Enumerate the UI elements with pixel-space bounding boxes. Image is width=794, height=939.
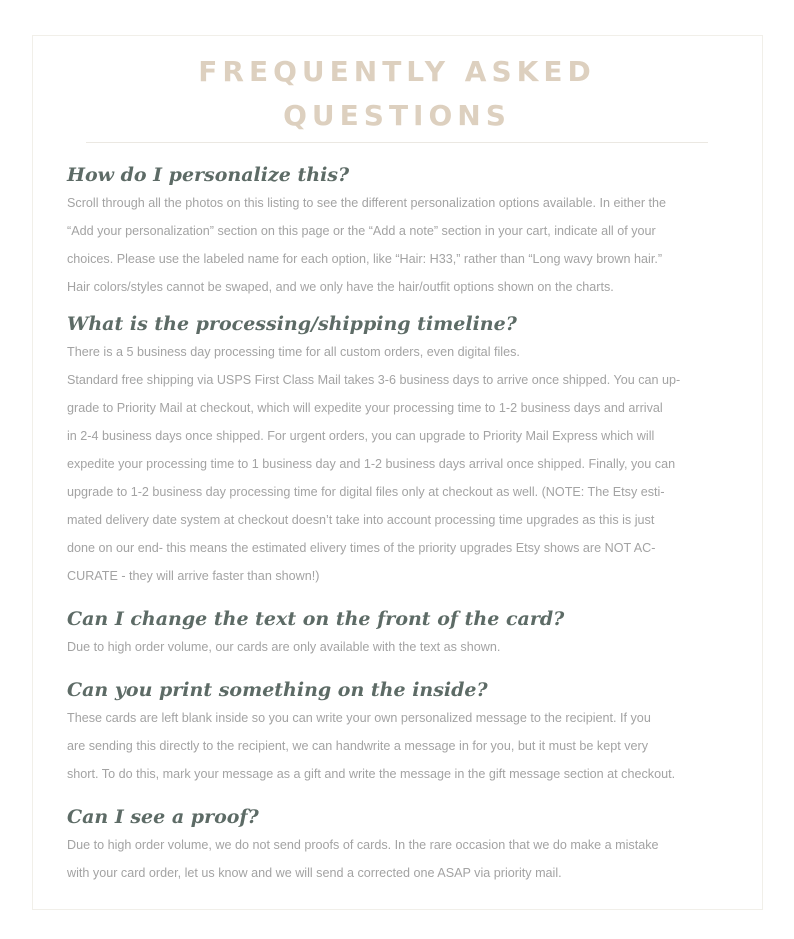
faq-answer-line: Due to high order volume, our cards are only available with the text as shown. [67, 640, 501, 654]
faq-answer-line: Scroll through all the photos on this listing to see the different personalization options available. In either the [67, 196, 667, 210]
page-title-line-2: QUESTIONS [283, 99, 511, 132]
faq-question: What is the processing/shipping timeline? [67, 313, 517, 335]
faq-answer-line: Standard free shipping via USPS First Class Mail takes 3-6 business days to arrive once shipped. You can up- [67, 373, 681, 387]
faq-answer-line: mated delivery date system at checkout doesn’t take into account processing time upgrades as this is just [67, 513, 655, 527]
faq-answer-line: Due to high order volume, we do not send proofs of cards. In the rare occasion that we do make a mistake [67, 838, 659, 852]
faq-answer-line: with your card order, let us know and we will send a corrected one ASAP via priority mail. [67, 866, 562, 880]
faq-question: Can I see a proof? [67, 806, 259, 828]
faq-item-personalize [67, 161, 717, 301]
faq-item-proof [67, 803, 717, 887]
faq-answer-line: Hair colors/styles cannot be swaped, and we only have the hair/outfit options shown on the charts. [67, 280, 614, 294]
faq-question: Can you print something on the inside? [67, 679, 488, 701]
faq-item-timeline [67, 310, 717, 590]
title-divider [86, 142, 708, 143]
page-title-line-1: FREQUENTLY ASKED [198, 55, 596, 88]
faq-answer-line: choices. Please use the labeled name for each option, like “Hair: H33,” rather than “Long wavy brown hair.” [67, 252, 663, 266]
faq-answer-line: “Add your personalization” section on this page or the “Add a note” section in your cart, indicate all of your [67, 224, 656, 238]
faq-answer-line: short. To do this, mark your message as a gift and write the message in the gift message section at checkout. [67, 767, 676, 781]
faq-question: How do I personalize this? [67, 164, 350, 186]
faq-answer-line: These cards are left blank inside so you can write your own personalized message to the recipient. If you [67, 711, 651, 725]
faq-answer-line: grade to Priority Mail at checkout, which will expedite your processing time to 1-2 business days and arrival [67, 401, 663, 415]
faq-item-front-text [67, 605, 717, 661]
faq-answer-line: expedite your processing time to 1 business day and 1-2 business days arrival once shipped. Finally, you can [67, 457, 676, 471]
page-title [0, 50, 794, 138]
faq-answer-line: done on our end- this means the estimated elivery times of the priority upgrades Etsy shows are NOT AC- [67, 541, 656, 555]
faq-answer-line: upgrade to 1-2 business day processing time for digital files only at checkout as well. (NOTE: The Etsy esti- [67, 485, 665, 499]
faq-answer-line: in 2-4 business days once shipped. For urgent orders, you can upgrade to Priority Mail Express which will [67, 429, 655, 443]
faq-answer-line: CURATE - they will arrive faster than shown!) [67, 569, 320, 583]
faq-item-inside-print [67, 676, 717, 788]
faq-answer-line: There is a 5 business day processing time for all custom orders, even digital files. [67, 345, 520, 359]
faq-question: Can I change the text on the front of the card? [67, 608, 565, 630]
faq-answer-line: are sending this directly to the recipient, we can handwrite a message in for you, but it must be kept very [67, 739, 649, 753]
